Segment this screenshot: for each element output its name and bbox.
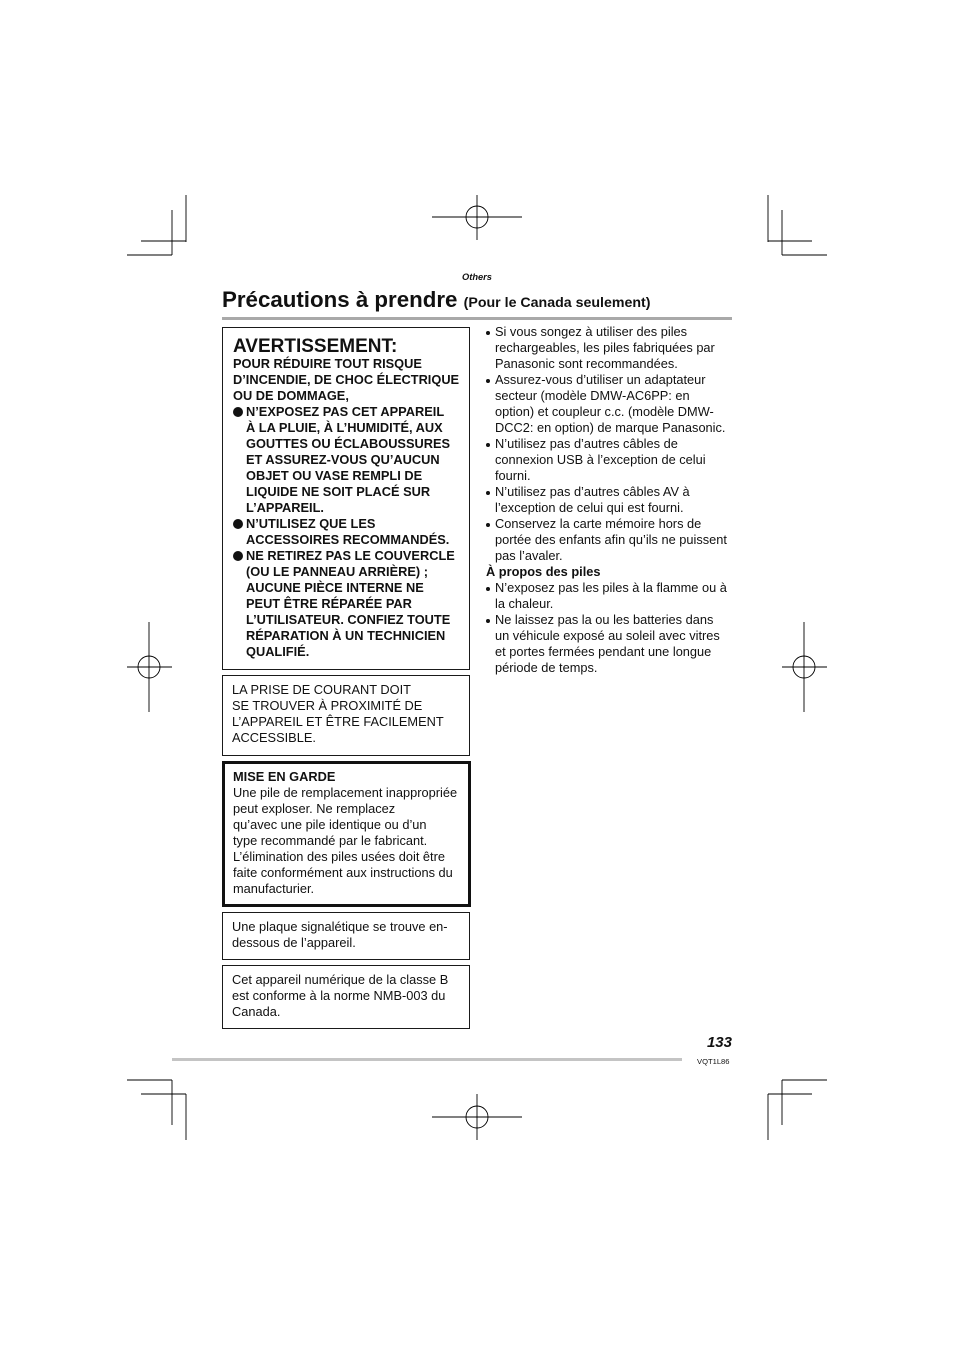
text-line: LIQUIDE NE SOIT PLACÉ SUR xyxy=(246,484,431,499)
warning-text xyxy=(233,356,459,660)
text-line: GOUTTES OU ÉCLABOUSSURES xyxy=(246,436,451,451)
text-line: ET ASSUREZ-VOUS QU’AUCUN xyxy=(246,452,440,467)
bullet-icon xyxy=(486,331,490,335)
crop-mark-bottom-left xyxy=(127,1080,186,1140)
text-line: Canada. xyxy=(232,1004,281,1019)
bullet-icon xyxy=(486,523,490,527)
text-line: AUCUNE PIÈCE INTERNE NE xyxy=(246,580,424,595)
text-line: portée des enfants afin qu’ils ne puissent xyxy=(495,532,727,547)
text-line: peut exploser. Ne remplacez xyxy=(233,801,396,816)
bullet-icon xyxy=(233,519,243,529)
text-line: ACCESSIBLE. xyxy=(232,730,316,745)
text-line: D’INCENDIE, DE CHOC ÉLECTRIQUE xyxy=(233,372,460,387)
text-line: SE TROUVER À PROXIMITÉ DE xyxy=(232,698,423,713)
text-line: Si vous songez à utiliser des piles xyxy=(495,324,688,339)
bullet-icon xyxy=(486,491,490,495)
registration-mark-left xyxy=(127,622,172,712)
text-line: rechargeables, les piles fabriquées par xyxy=(495,340,715,355)
bullet-icon xyxy=(486,587,490,591)
text-line: Une plaque signalétique se trouve en- xyxy=(232,919,448,934)
text-line: OU DE DOMMAGE, xyxy=(233,388,349,403)
text-line: ACCESSOIRES RECOMMANDÉS. xyxy=(246,532,450,547)
bullet-item xyxy=(486,580,732,612)
bullet-icon xyxy=(486,619,490,623)
text-line: manufacturier. xyxy=(233,881,315,896)
text-line: Panasonic sont recommandées. xyxy=(495,356,678,371)
nameplate-text xyxy=(232,919,448,951)
text-line: connexion USB à l’exception de celui xyxy=(495,452,706,467)
text-line: Assurez-vous d’utiliser un adaptateur xyxy=(495,372,706,387)
footer-divider xyxy=(172,1058,682,1061)
bullet-icon xyxy=(486,379,490,383)
compliance-text xyxy=(232,972,448,1020)
registration-mark-right xyxy=(782,622,827,712)
outlet-text xyxy=(232,682,444,746)
text-line: (OU LE PANNEAU ARRIÈRE) ; xyxy=(246,564,428,579)
text-line: secteur (modèle DMW-AC6PP: en xyxy=(495,388,690,403)
bullet-icon xyxy=(233,551,243,561)
text-line: L’APPAREIL ET ÊTRE FACILEMENT xyxy=(232,714,444,729)
text-line: dessous de l’appareil. xyxy=(232,935,356,950)
text-line: Cet appareil numérique de la classe B xyxy=(232,972,449,987)
battery-heading: À propos des piles xyxy=(486,564,601,579)
bullet-item xyxy=(486,484,732,516)
bullet-item xyxy=(233,548,459,660)
page-title-sub: (Pour le Canada seulement) xyxy=(463,295,651,311)
text-line: période de temps. xyxy=(495,660,598,675)
text-line: N’UTILISEZ QUE LES xyxy=(246,516,376,531)
text-line: L’élimination des piles usées doit être xyxy=(233,849,445,864)
bullet-item xyxy=(486,612,732,676)
text-line: PEUT ÊTRE RÉPARÉE PAR xyxy=(246,596,412,611)
text-line: N’utilisez pas d’autres câbles de xyxy=(495,436,678,451)
bullet-item xyxy=(233,404,459,516)
caution-box xyxy=(222,761,471,907)
crop-mark-top-left xyxy=(127,195,186,255)
bullet-item xyxy=(233,516,459,548)
section-label: Others xyxy=(462,272,492,282)
text-line: fourni. xyxy=(495,468,531,483)
text-line: LA PRISE DE COURANT DOIT xyxy=(232,682,411,697)
bullet-item xyxy=(486,436,732,484)
title-divider xyxy=(222,317,732,320)
text-line: POUR RÉDUIRE TOUT RISQUE xyxy=(233,356,422,371)
caution-heading: MISE EN GARDE xyxy=(233,769,336,784)
warning-box xyxy=(222,327,470,670)
text-line: N’utilisez pas d’autres câbles AV à xyxy=(495,484,690,499)
nameplate-box xyxy=(222,912,470,960)
bullet-item xyxy=(486,324,732,372)
text-line: L’APPAREIL. xyxy=(246,500,324,515)
text-line: DCC2: en option) de marque Panasonic. xyxy=(495,420,726,435)
bullet-icon xyxy=(233,407,243,417)
text-line: et portes fermées pendant une longue xyxy=(495,644,712,659)
text-line: N’exposez pas les piles à la flamme ou à xyxy=(495,580,727,595)
crop-mark-top-right xyxy=(768,195,827,255)
registration-mark-bottom xyxy=(432,1094,522,1140)
text-line: type recommandé par le fabricant. xyxy=(233,833,428,848)
text-line: NE RETIREZ PAS LE COUVERCLE xyxy=(246,548,455,563)
warning-heading: AVERTISSEMENT: xyxy=(233,336,398,357)
caution-text xyxy=(233,769,457,897)
text-line: l’exception de celui qui est fourni. xyxy=(495,500,684,515)
text-line: L’UTILISATEUR. CONFIEZ TOUTE xyxy=(246,612,451,627)
page-number: 133 xyxy=(706,1034,732,1051)
text-line: Conservez la carte mémoire hors de xyxy=(495,516,702,531)
text-line: la chaleur. xyxy=(495,596,554,611)
bullet-icon xyxy=(486,443,490,447)
text-line: Ne laissez pas la ou les batteries dans xyxy=(495,612,714,627)
crop-mark-bottom-right xyxy=(768,1080,827,1140)
text-line: QUALIFIÉ. xyxy=(246,644,310,659)
text-line: option) et coupleur c.c. (modèle DMW- xyxy=(495,404,714,419)
bullet-item xyxy=(486,516,732,564)
text-line: OBJET OU VASE REMPLI DE xyxy=(246,468,423,483)
text-line: est conforme à la norme NMB-003 du xyxy=(232,988,446,1003)
text-line: Une pile de remplacement inappropriée xyxy=(233,785,458,800)
text-line: N’EXPOSEZ PAS CET APPAREIL xyxy=(246,404,445,419)
text-line: un véhicule exposé au soleil avec vitres xyxy=(495,628,720,643)
bullet-item xyxy=(486,372,732,436)
text-line: pas l’avaler. xyxy=(495,548,563,563)
document-code: VQT1L86 xyxy=(697,1057,730,1066)
text-line: faite conformément aux instructions du xyxy=(233,865,453,880)
registration-mark-top xyxy=(432,195,522,240)
text-line: qu’avec une pile identique ou d’un xyxy=(233,817,427,832)
page-title xyxy=(222,289,651,311)
page-title-main: Précautions à prendre xyxy=(222,287,458,312)
right-column xyxy=(486,324,732,676)
text-line: À LA PLUIE, À L’HUMIDITÉ, AUX xyxy=(246,420,443,435)
compliance-box xyxy=(222,965,470,1029)
outlet-box xyxy=(222,675,470,756)
text-line: RÉPARATION À UN TECHNICIEN xyxy=(246,628,446,643)
